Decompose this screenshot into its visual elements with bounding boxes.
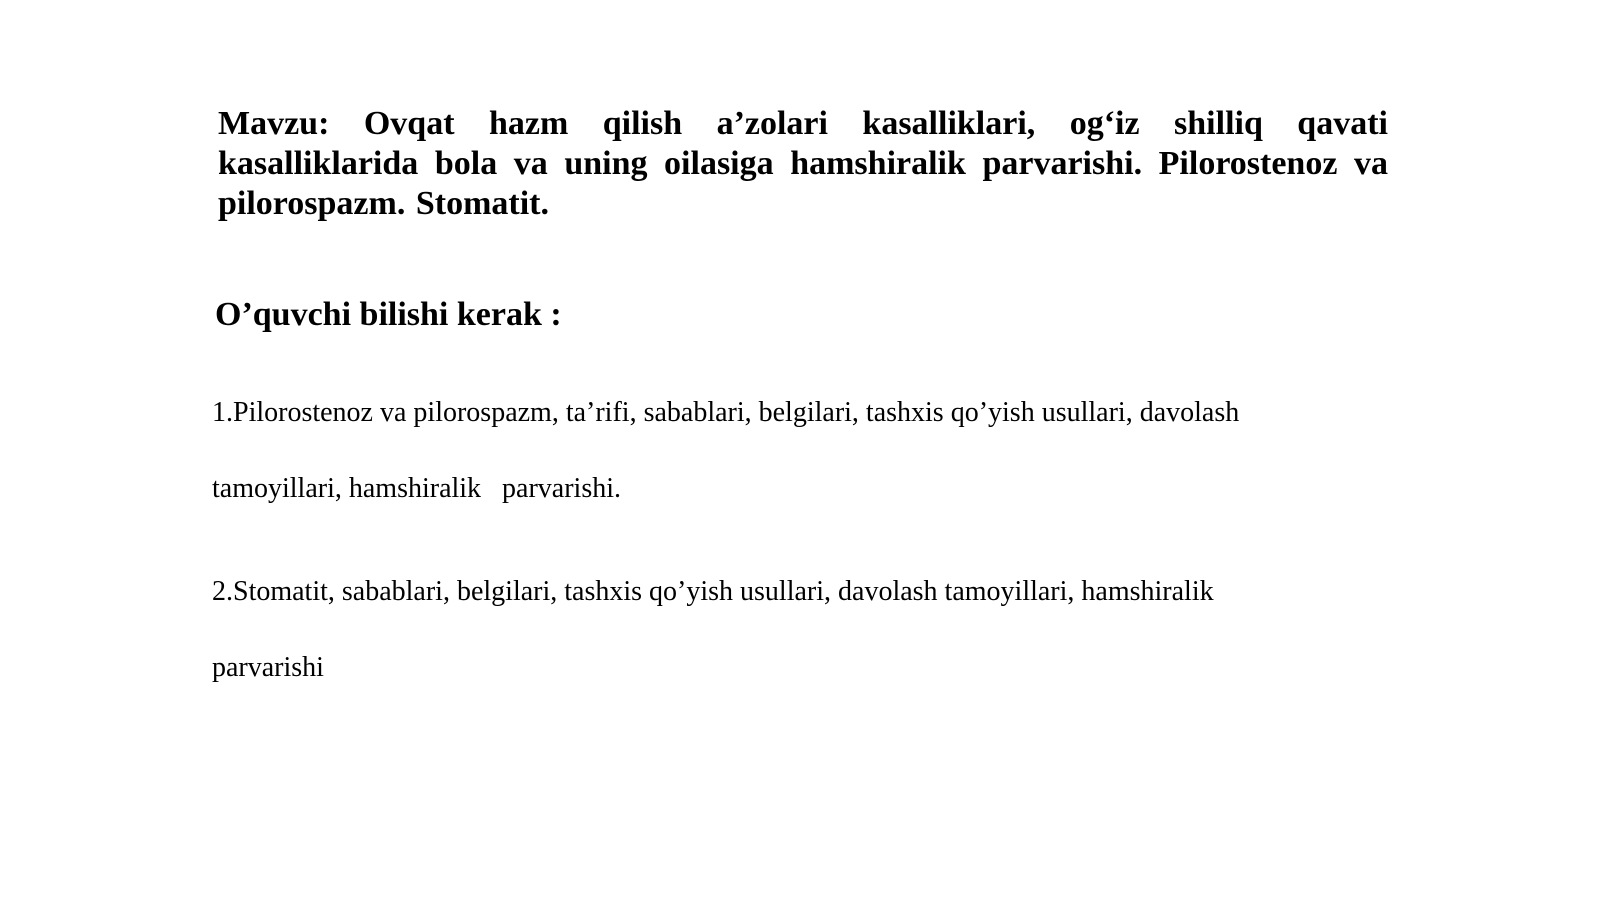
list-item xyxy=(212,375,1392,527)
list-item xyxy=(212,554,1392,706)
section-heading: O’quvchi bilishi kerak : xyxy=(215,296,562,333)
list-item-line: 1.Pilorostenoz va pilorospazm, ta’rifi, sabablari, belgilari, tashxis qo’yish usullari, davolash xyxy=(212,397,1240,428)
list-item-line: parvarishi xyxy=(212,652,324,683)
slide-title: Mavzu: Ovqat hazm qilish a’zolari kasalliklari, og‘iz shilliq qavati kasalliklarida bola va uning oilasiga hamshiralik parvarishi. Pilorostenoz va pilorospazm. Stomatit. xyxy=(218,105,1388,222)
list-item-line: 2.Stomatit, sabablari, belgilari, tashxis qo’yish usullari, davolash tamoyillari, hamshiralik xyxy=(212,576,1214,607)
list-item-line: tamoyillari, hamshiralik parvarishi. xyxy=(212,473,622,504)
